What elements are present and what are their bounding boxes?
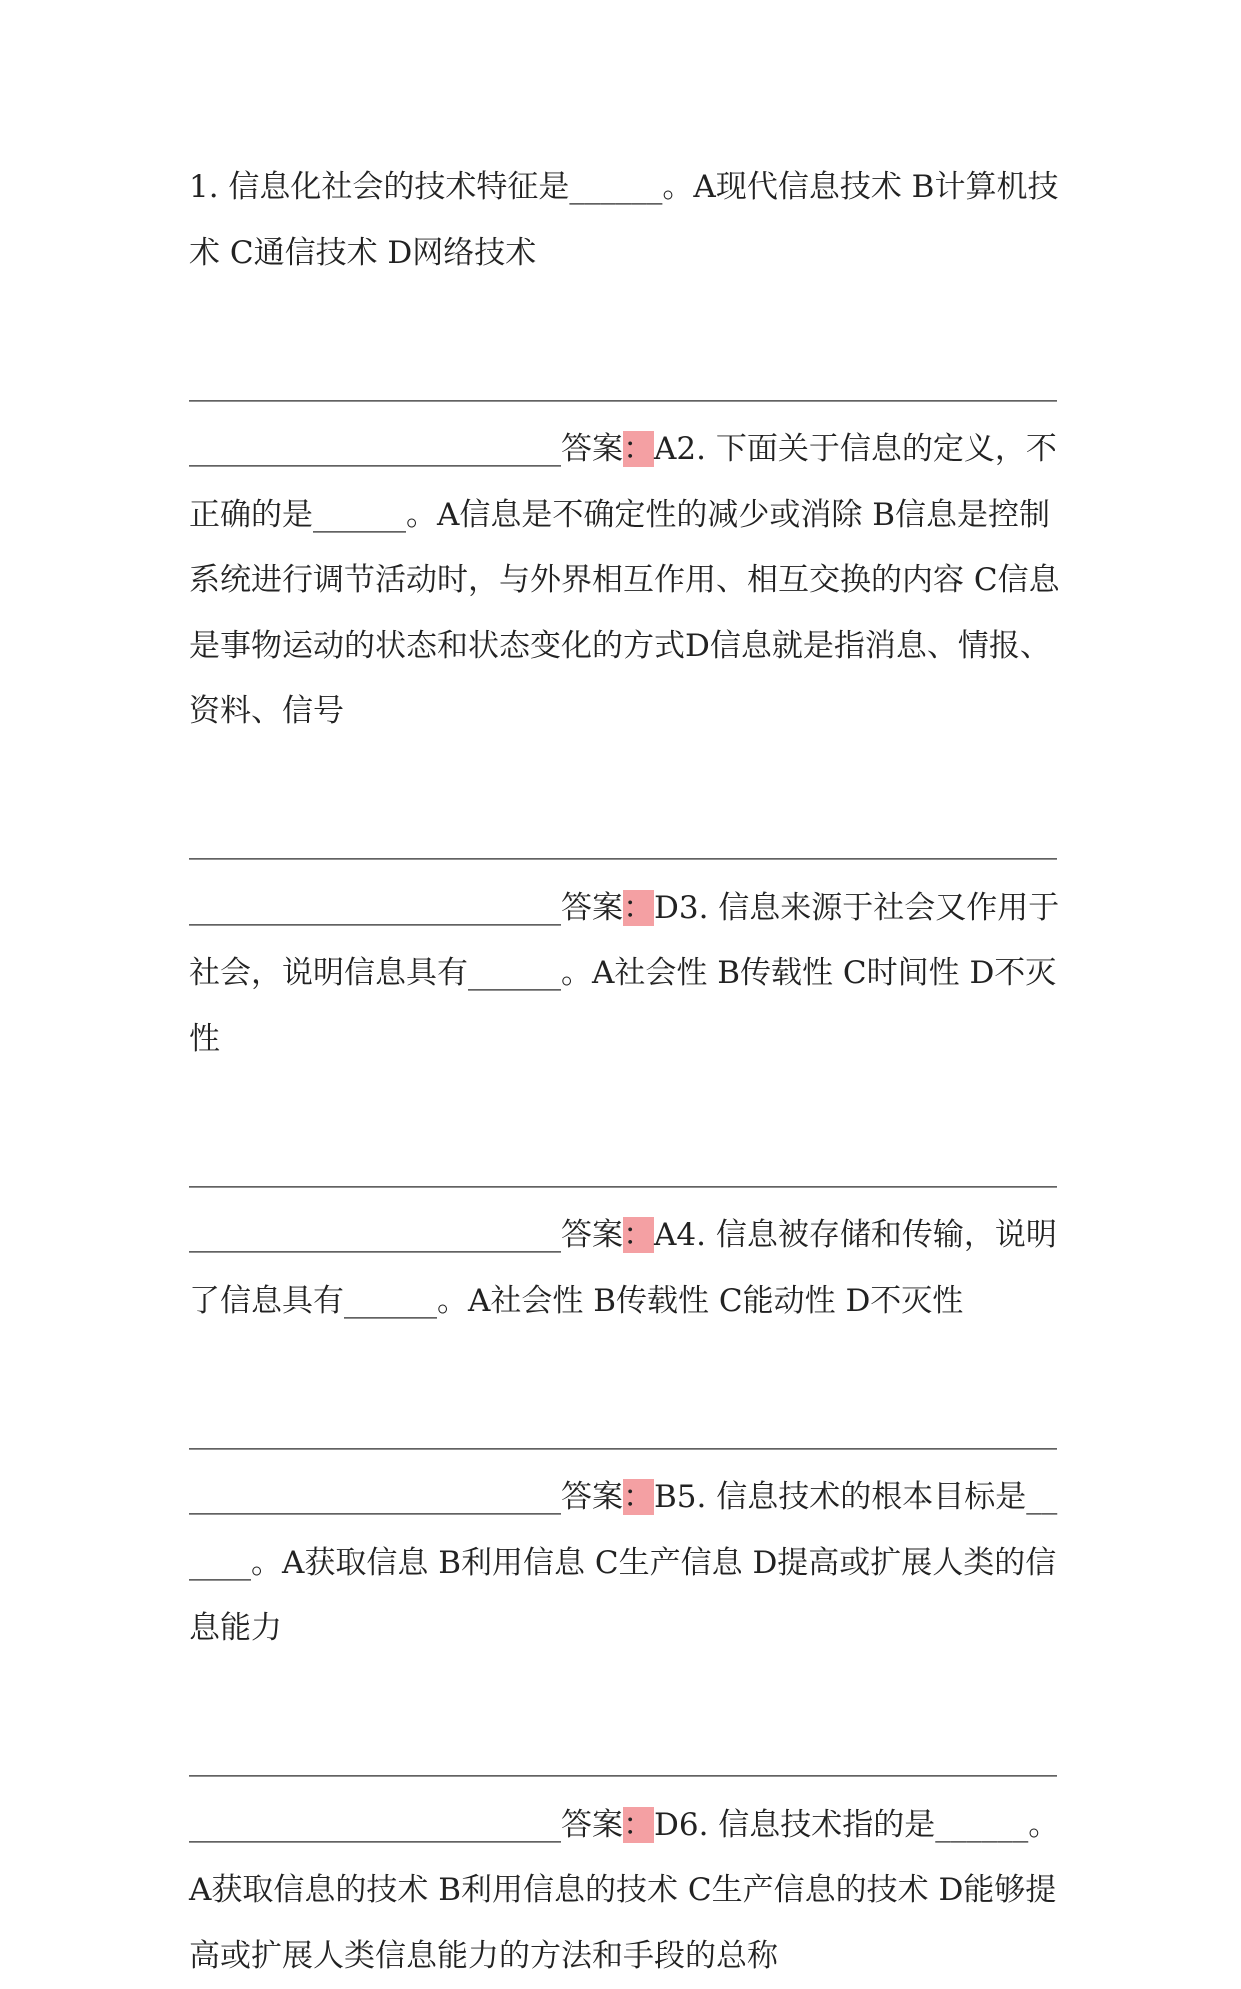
highlighted-colon: ：	[623, 1479, 654, 1515]
answer-paragraph-4	[189, 1400, 1065, 1662]
answer-paragraph-3	[189, 1138, 1065, 1335]
answer-label: 答案	[561, 1806, 623, 1843]
answer-paragraph-5	[189, 1727, 1065, 1989]
answer-and-next-question: B5. 信息技术的根本目标是______。A获取信息 B利用信息 C生产信息 D提高或扩展人类的信息能力	[189, 1479, 1058, 1646]
answer-paragraph-2	[189, 810, 1065, 1072]
answer-blank-line: ________________________________________________________________________________	[189, 1151, 1057, 1253]
question-1-text	[189, 155, 1065, 286]
document-body	[189, 155, 1065, 1989]
answer-label: 答案	[561, 889, 623, 926]
answer-and-next-question: A2. 下面关于信息的定义，不正确的是______。A信息是不确定性的减少或消除 B信息是控制系统进行调节活动时，与外界相互作用、相互交换的内容 C信息是事物运动的状态和状态变化的方式D信息就是指消息、情报、资料、信号	[189, 431, 1060, 729]
highlighted-colon: ：	[623, 431, 654, 467]
answer-and-next-question: D6. 信息技术指的是______。A获取信息的技术 B利用信息的技术 C生产信息的技术 D能够提高或扩展人类信息能力的方法和手段的总称	[189, 1806, 1060, 1974]
highlighted-colon: ：	[623, 1217, 654, 1253]
answer-paragraph-1	[189, 352, 1065, 745]
highlighted-colon: ：	[623, 889, 654, 926]
answer-blank-line: ________________________________________________________________________________	[189, 1741, 1057, 1843]
answer-blank-line: ________________________________________________________________________________	[189, 824, 1057, 926]
answer-blank-line: ________________________________________________________________________________	[189, 365, 1057, 467]
answer-label: 答案	[561, 1217, 623, 1253]
question-1: 1. 信息化社会的技术特征是______。A现代信息技术 B计算机技术 C通信技术 D网络技术	[189, 169, 1059, 271]
answer-blank-line: ________________________________________________________________________________	[189, 1413, 1057, 1515]
answer-and-next-question: D3. 信息来源于社会又作用于社会，说明信息具有______。A社会性 B传载性 C时间性 D不灭性	[189, 889, 1060, 1057]
answer-label: 答案	[561, 1479, 623, 1515]
answer-label: 答案	[561, 431, 623, 467]
answer-and-next-question: A4. 信息被存储和传输，说明了信息具有______。A社会性 B传载性 C能动性 D不灭性	[189, 1217, 1057, 1319]
highlighted-colon: ：	[623, 1806, 654, 1843]
